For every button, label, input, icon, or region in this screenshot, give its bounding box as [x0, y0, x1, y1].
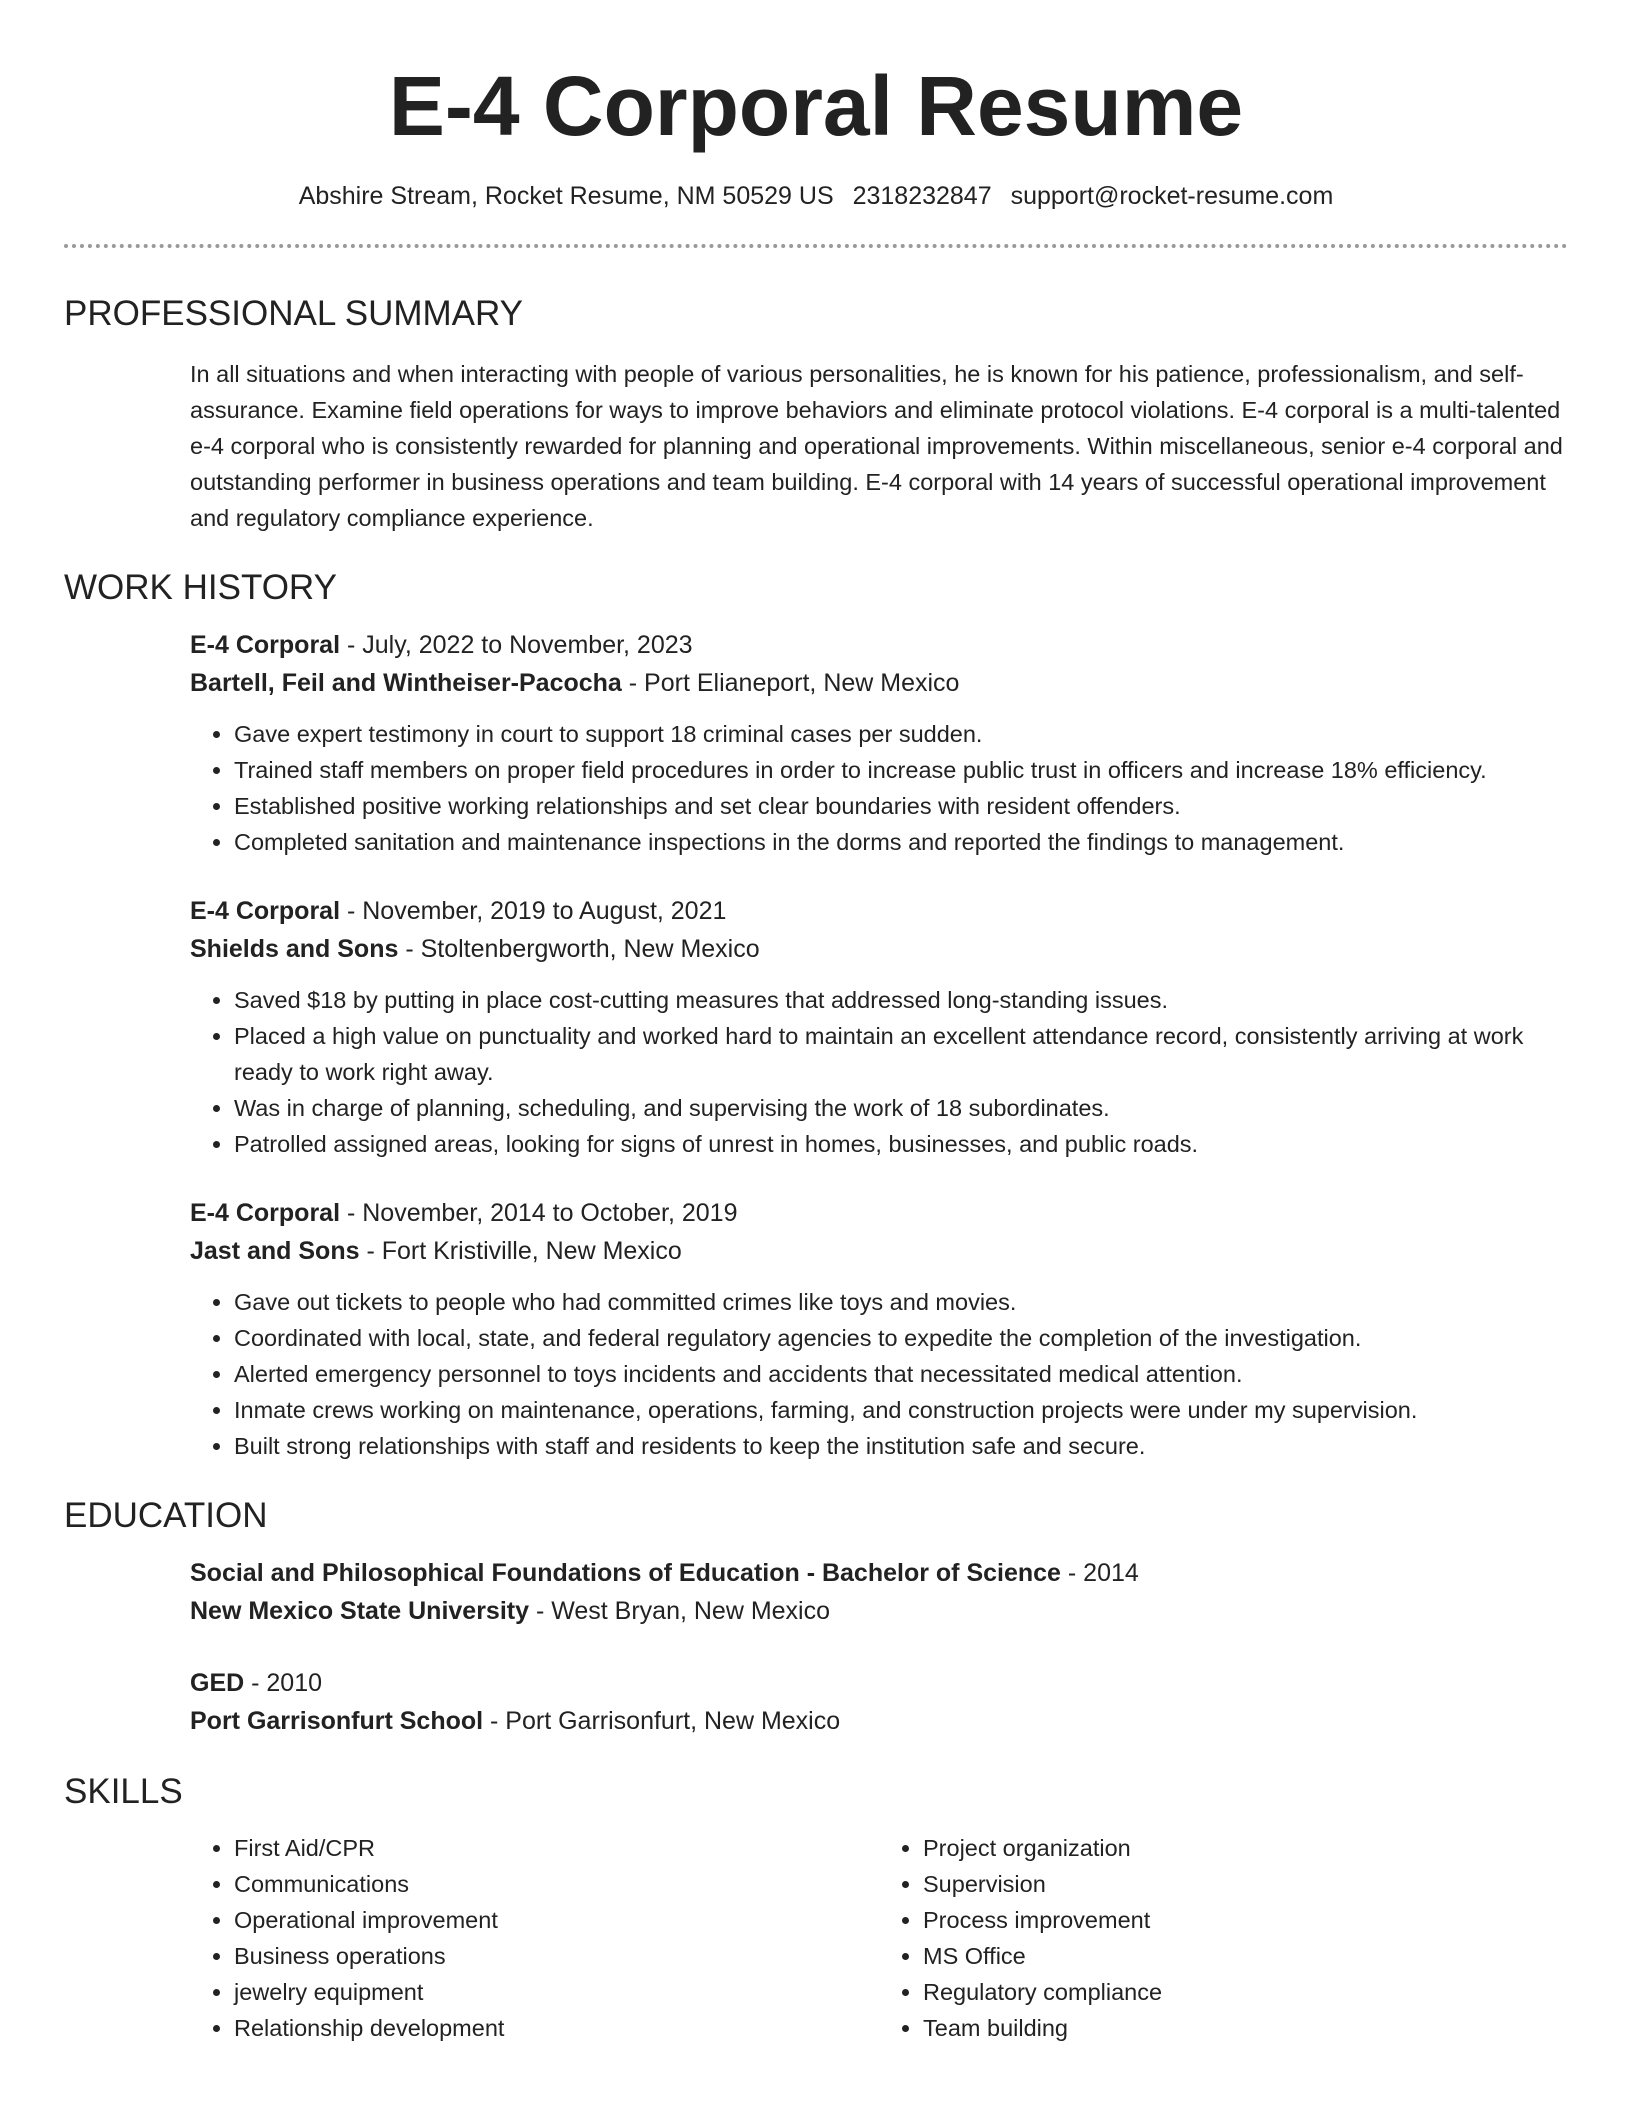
education-location: - West Bryan, New Mexico — [529, 1597, 831, 1625]
education-year: - 2010 — [244, 1669, 323, 1697]
list-item: • Communications — [234, 1866, 879, 1902]
education-school-line — [190, 1702, 1568, 1740]
job-bullets — [190, 1284, 1568, 1464]
contact-address: Abshire Stream, Rocket Resume, NM 50529 US — [298, 182, 834, 210]
list-item: • Operational improvement — [234, 1902, 879, 1938]
job-company-line — [190, 1232, 1568, 1270]
job-dates: - November, 2019 to August, 2021 — [340, 897, 727, 925]
list-item: • Relationship development — [234, 2010, 879, 2046]
list-item: • First Aid/CPR — [234, 1830, 879, 1866]
list-item: • Established positive working relationships and set clear boundaries with resident offenders. — [234, 788, 1568, 824]
list-item: • Trained staff members on proper field procedures in order to increase public trust in officers and increase 18% efficiency. — [234, 752, 1568, 788]
job-bullets — [190, 982, 1568, 1162]
education-year: - 2014 — [1060, 1559, 1139, 1587]
job-title-line — [190, 892, 1568, 930]
contact-phone: 2318232847 — [852, 182, 992, 210]
job-entry — [190, 892, 1568, 1162]
list-item: • Regulatory compliance — [923, 1974, 1568, 2010]
education-degree: GED — [190, 1669, 245, 1697]
education-school: Port Garrisonfurt School — [190, 1707, 484, 1735]
list-item: • Completed sanitation and maintenance inspections in the dorms and reported the findings to management. — [234, 824, 1568, 860]
job-title: E-4 Corporal — [190, 897, 341, 925]
skills-heading: SKILLS — [64, 1772, 183, 1811]
header-divider — [64, 244, 1568, 248]
list-item: • jewelry equipment — [234, 1974, 879, 2010]
list-item: • Placed a high value on punctuality and worked hard to maintain an excellent attendance record, consistently arriving at work ready to work right away. — [234, 1018, 1568, 1090]
skills-list-left — [190, 1830, 879, 2046]
list-item: • Alerted emergency personnel to toys incidents and accidents that necessitated medical attention. — [234, 1356, 1568, 1392]
list-item: • MS Office — [923, 1938, 1568, 1974]
contact-line — [64, 180, 1568, 212]
list-item: • Coordinated with local, state, and federal regulatory agencies to expedite the completion of the investigation. — [234, 1320, 1568, 1356]
job-bullets — [190, 716, 1568, 860]
summary-text: In all situations and when interacting with people of various personalities, he is known for his patience, professionalism, and self-assurance. Examine field operations for ways to improve behaviors and eliminate protocol violations. E-4 corporal is a multi-talented e-4 corporal who is consistently rewarded for planning and operational improvements. Within miscellaneous, senior e-4 corporal and outstanding performer in business operations and team building. E-4 corporal with 14 years of successful operational improvement and regulatory compliance experience. — [190, 361, 1563, 531]
list-item: • Process improvement — [923, 1902, 1568, 1938]
contact-email: support@rocket-resume.com — [1010, 182, 1334, 210]
list-item: • Team building — [923, 2010, 1568, 2046]
list-item: • Saved $18 by putting in place cost-cutting measures that addressed long-standing issues. — [234, 982, 1568, 1018]
list-item: • Gave expert testimony in court to support 18 criminal cases per sudden. — [234, 716, 1568, 752]
list-item: • Patrolled assigned areas, looking for signs of unrest in homes, businesses, and public roads. — [234, 1126, 1568, 1162]
job-title-line — [190, 1194, 1568, 1232]
education-heading: EDUCATION — [64, 1496, 268, 1535]
job-location: - Stoltenbergworth, New Mexico — [398, 935, 760, 963]
job-company: Jast and Sons — [190, 1237, 360, 1265]
list-item: • Was in charge of planning, scheduling, and supervising the work of 18 subordinates. — [234, 1090, 1568, 1126]
skills-list-right — [879, 1830, 1568, 2046]
education-location: - Port Garrisonfurt, New Mexico — [483, 1707, 841, 1735]
job-company: Bartell, Feil and Wintheiser-Pacocha — [190, 669, 622, 697]
list-item: • Built strong relationships with staff and residents to keep the institution safe and secure. — [234, 1428, 1568, 1464]
list-item: • Business operations — [234, 1938, 879, 1974]
education-section — [190, 1554, 1568, 1740]
job-dates: - July, 2022 to November, 2023 — [340, 631, 693, 659]
job-company-line — [190, 664, 1568, 702]
education-degree-line — [190, 1554, 1568, 1592]
job-location: - Fort Kristiville, New Mexico — [359, 1237, 682, 1265]
job-dates: - November, 2014 to October, 2019 — [340, 1199, 738, 1227]
job-company-line — [190, 930, 1568, 968]
job-title: E-4 Corporal — [190, 631, 341, 659]
list-item: • Gave out tickets to people who had committed crimes like toys and movies. — [234, 1284, 1568, 1320]
job-location: - Port Elianeport, New Mexico — [621, 669, 960, 697]
job-entry — [190, 1194, 1568, 1464]
resume-title: E-4 Corporal Resume — [388, 59, 1244, 153]
job-entry — [190, 626, 1568, 860]
education-degree: Social and Philosophical Foundations of Education - Bachelor of Science — [190, 1559, 1061, 1587]
education-entry — [190, 1664, 1568, 1740]
education-school: New Mexico State University — [190, 1597, 530, 1625]
job-company: Shields and Sons — [190, 935, 399, 963]
education-school-line — [190, 1592, 1568, 1630]
education-entry — [190, 1554, 1568, 1630]
summary-heading: PROFESSIONAL SUMMARY — [64, 294, 523, 333]
summary-section — [190, 356, 1568, 536]
list-item: • Inmate crews working on maintenance, operations, farming, and construction projects were under my supervision. — [234, 1392, 1568, 1428]
skills-section — [190, 1830, 1568, 2046]
education-degree-line — [190, 1664, 1568, 1702]
job-title-line — [190, 626, 1568, 664]
work-history-section — [190, 626, 1568, 1464]
list-item: • Supervision — [923, 1866, 1568, 1902]
job-title: E-4 Corporal — [190, 1199, 341, 1227]
list-item: • Project organization — [923, 1830, 1568, 1866]
work-history-heading: WORK HISTORY — [64, 568, 337, 607]
